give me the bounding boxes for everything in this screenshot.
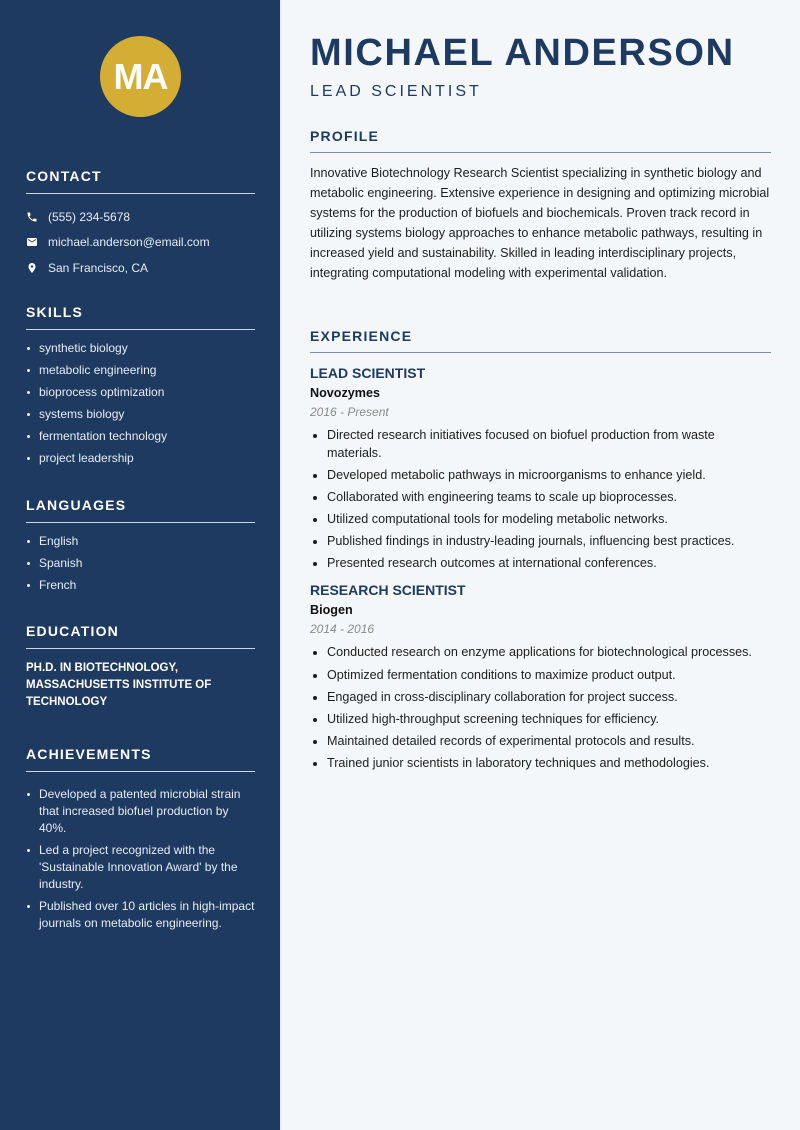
location-pin-icon xyxy=(26,262,48,274)
contact-location xyxy=(26,255,255,281)
job-dates: 2016 - Present xyxy=(310,405,389,419)
achievement-item: Led a project recognized with the 'Sustainable Innovation Award' by the industry. xyxy=(26,842,255,893)
profile-heading: PROFILE xyxy=(310,128,771,153)
email-icon xyxy=(26,236,48,248)
location-text: San Francisco, CA xyxy=(48,260,149,275)
avatar-initials: MA xyxy=(113,55,168,97)
profile-text: Innovative Biotechnology Research Scientist specializing in synthetic biology and metabolic engineering. Extensive experience in designing and optimizing microbial systems for the production of biofuels and biochemicals. Proven track record in utilizing systems biology approaches to enhance metabolic pathways, resulting in increased yield and sustainability. Skilled in leading interdisciplinary projects, integrating computational modeling with experimental validation. xyxy=(310,166,770,280)
skill-item: metabolic engineering xyxy=(26,362,255,379)
email-text[interactable]: michael.anderson@email.com xyxy=(48,235,210,250)
languages-heading: LANGUAGES xyxy=(26,497,255,523)
job-bullets xyxy=(310,427,771,572)
candidate-name: MICHAEL ANDERSON xyxy=(310,32,735,74)
candidate-title: LEAD SCIENTIST xyxy=(310,83,482,100)
job-bullet: Maintained detailed records of experimental protocols and results. xyxy=(310,733,771,751)
job-bullet: Utilized computational tools for modeling metabolic networks. xyxy=(310,511,771,529)
avatar xyxy=(100,36,181,117)
education-heading: EDUCATION xyxy=(26,623,255,649)
skills-section xyxy=(26,304,255,472)
job-entry xyxy=(310,365,771,572)
job-bullet: Collaborated with engineering teams to scale up bioprocesses. xyxy=(310,489,771,507)
sidebar xyxy=(0,0,280,1130)
job-bullet: Conducted research on enzyme applications for biotechnological processes. xyxy=(310,644,771,662)
job-bullet: Developed metabolic pathways in microorganisms to enhance yield. xyxy=(310,467,771,485)
profile-section xyxy=(310,128,771,283)
job-company: Novozymes xyxy=(310,386,380,400)
job-title: LEAD SCIENTIST xyxy=(310,365,426,381)
skill-item: fermentation technology xyxy=(26,428,255,445)
contact-email xyxy=(26,230,255,256)
languages-section xyxy=(26,497,255,599)
job-bullet: Optimized fermentation conditions to maximize product output. xyxy=(310,667,771,685)
contact-section xyxy=(26,168,255,281)
job-bullet: Directed research initiatives focused on biofuel production from waste materials. xyxy=(310,427,771,462)
phone-icon xyxy=(26,211,48,223)
education-entry: PH.D. IN BIOTECHNOLOGY, MASSACHUSETTS INSTITUTE OF TECHNOLOGY xyxy=(26,662,212,708)
job-bullets xyxy=(310,644,771,772)
contact-heading: CONTACT xyxy=(26,168,255,194)
column-divider xyxy=(280,0,282,1130)
phone-text[interactable]: (555) 234-5678 xyxy=(48,209,131,224)
job-bullet: Utilized high-throughput screening techniques for efficiency. xyxy=(310,711,771,729)
experience-section xyxy=(310,328,771,777)
languages-list xyxy=(26,533,255,594)
language-item: French xyxy=(26,577,255,594)
skill-item: systems biology xyxy=(26,406,255,423)
job-bullet: Engaged in cross-disciplinary collaboration for project success. xyxy=(310,689,771,707)
job-bullet: Presented research outcomes at international conferences. xyxy=(310,555,771,573)
job-bullet: Trained junior scientists in laboratory techniques and methodologies. xyxy=(310,755,771,773)
achievements-heading: ACHIEVEMENTS xyxy=(26,746,255,772)
job-bullet: Published findings in industry-leading journals, influencing best practices. xyxy=(310,533,771,551)
skill-item: synthetic biology xyxy=(26,340,255,357)
skill-item: bioprocess optimization xyxy=(26,384,255,401)
achievements-section xyxy=(26,746,255,937)
achievement-item: Developed a patented microbial strain that increased biofuel production by 40%. xyxy=(26,786,255,837)
education-section xyxy=(26,623,255,711)
skills-heading: SKILLS xyxy=(26,304,255,330)
job-title: RESEARCH SCIENTIST xyxy=(310,582,466,599)
language-item: English xyxy=(26,533,255,550)
contact-phone xyxy=(26,204,255,230)
achievement-item: Published over 10 articles in high-impact journals on metabolic engineering. xyxy=(26,898,255,932)
job-entry xyxy=(310,582,771,772)
skills-list xyxy=(26,340,255,467)
job-dates: 2014 - 2016 xyxy=(310,622,375,637)
language-item: Spanish xyxy=(26,555,255,572)
skill-item: project leadership xyxy=(26,450,255,467)
job-company: Biogen xyxy=(310,603,353,618)
experience-heading: EXPERIENCE xyxy=(310,328,771,353)
achievements-list xyxy=(26,786,255,932)
